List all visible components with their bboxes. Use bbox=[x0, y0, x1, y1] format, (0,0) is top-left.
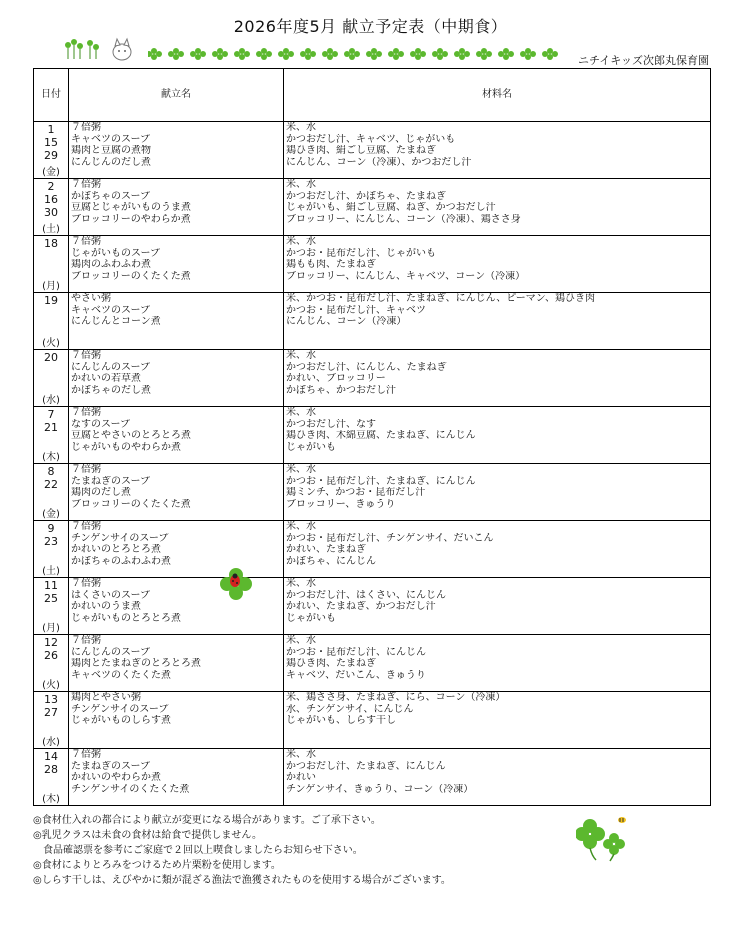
table-row bbox=[34, 692, 711, 749]
dish-name: にんじんのスープ bbox=[71, 646, 150, 658]
dish-name: ブロッコリーのやわらか煮 bbox=[71, 213, 191, 225]
ingredient-line: 鶏ひき肉、たまねぎ bbox=[286, 658, 376, 669]
menu-table-body bbox=[34, 122, 711, 806]
date-number: 16 bbox=[44, 193, 58, 206]
ladybug-clover-icon bbox=[218, 566, 254, 602]
weekday-label: (金) bbox=[42, 509, 60, 520]
weekday-label: (木) bbox=[42, 452, 60, 463]
dish-name: ７倍粥 bbox=[71, 521, 101, 532]
table-row bbox=[34, 236, 711, 293]
dish-cell bbox=[69, 179, 284, 236]
dish-name: にんじんとコーン煮 bbox=[71, 316, 161, 327]
ingredient-line: かつおだし汁、かぼちゃ、たまねぎ bbox=[286, 190, 446, 202]
table-row bbox=[34, 179, 711, 236]
dish-name: じゃがいものスープ bbox=[71, 247, 160, 259]
date-cell bbox=[34, 236, 69, 293]
header-dish: 献立名 bbox=[69, 69, 284, 122]
date-number: 8 bbox=[47, 465, 55, 478]
header-date: 日付 bbox=[34, 69, 69, 122]
date-number: 9 bbox=[47, 522, 55, 535]
dish-name: かれいのうま煮 bbox=[71, 601, 141, 612]
ingredient-line: にんじん、コーン（冷凍）、かつおだし汁 bbox=[286, 156, 472, 168]
ingredient-line: 米、水 bbox=[286, 179, 316, 190]
dish-name: ブロッコリーのくたくた煮 bbox=[71, 270, 191, 282]
ingredients-cell bbox=[284, 578, 711, 635]
date-cell bbox=[34, 749, 69, 806]
dish-name: かれいのやわらか煮 bbox=[71, 772, 161, 783]
table-row bbox=[34, 578, 711, 635]
dish-name: ブロッコリーのくたくた煮 bbox=[71, 498, 191, 510]
dish-name: じゃがいものしらす煮 bbox=[71, 715, 171, 726]
ingredients-cell bbox=[284, 692, 711, 749]
dish-cell bbox=[69, 350, 284, 407]
date-cell bbox=[34, 692, 69, 749]
ingredient-line: 鶏ひき肉、木綿豆腐、たまねぎ、にんじん bbox=[286, 430, 476, 441]
date-number: 13 bbox=[44, 693, 58, 706]
date-number: 1 bbox=[47, 123, 55, 136]
weekday-label: (月) bbox=[42, 281, 60, 292]
dish-name: たまねぎのスープ bbox=[71, 475, 150, 487]
ingredients-cell bbox=[284, 293, 711, 350]
ingredients-cell bbox=[284, 407, 711, 464]
seedling-cat-decoration bbox=[60, 33, 150, 63]
ingredient-line: 米、かつお・昆布だし汁、たまねぎ、にんじん、ピーマン、鶏ひき肉 bbox=[286, 293, 595, 304]
clover-border-decoration bbox=[148, 46, 558, 62]
date-cell bbox=[34, 521, 69, 578]
date-number: 14 bbox=[44, 750, 58, 763]
dish-name: ７倍粥 bbox=[71, 464, 101, 475]
dish-name: キャベツのスープ bbox=[71, 133, 150, 145]
dish-name: ７倍粥 bbox=[71, 635, 101, 646]
ingredient-line: かつお・昆布だし汁、チンゲンサイ、だいこん bbox=[286, 532, 494, 544]
date-number: 27 bbox=[44, 706, 58, 719]
date-number: 21 bbox=[44, 421, 58, 434]
clover-bee-icon bbox=[576, 812, 636, 862]
nursery-name: ニチイキッズ次郎丸保育園 bbox=[577, 54, 709, 67]
ingredients-cell bbox=[284, 464, 711, 521]
ingredient-line: ブロッコリー、にんじん、コーン（冷凍）、鶏ささ身 bbox=[286, 213, 521, 225]
dish-name: チンゲンサイのくたくた煮 bbox=[71, 783, 190, 795]
dish-cell bbox=[69, 692, 284, 749]
ingredient-line: 米、水 bbox=[286, 635, 316, 646]
note-line: ◎食材仕入れの都合により献立が変更になる場合があります。ご了承下さい。 bbox=[33, 815, 381, 826]
date-cell bbox=[34, 179, 69, 236]
page-title: 2026年度5月 献立予定表（中期食） bbox=[233, 17, 508, 36]
note-line: 食品確認票を参考にご家庭で２回以上喫食しましたらお知らせ下さい。 bbox=[33, 845, 363, 856]
ingredient-line: 米、水 bbox=[286, 749, 316, 760]
weekday-label: (月) bbox=[42, 623, 60, 634]
dish-name: ７倍粥 bbox=[71, 122, 101, 133]
note-line: ◎食材によりとろみをつけるため片栗粉を使用します。 bbox=[33, 860, 281, 871]
note-line: ◎しらす干しは、えびやかに類が混ざる漁法で漁獲されたものを使用する場合がございます。 bbox=[33, 875, 451, 886]
date-number: 23 bbox=[44, 535, 58, 548]
dish-name: キャベツのくたくた煮 bbox=[71, 669, 171, 681]
table-row bbox=[34, 122, 711, 179]
ingredient-line: じゃがいも、絹ごし豆腐、ねぎ、かつおだし汁 bbox=[286, 202, 496, 213]
date-number: 30 bbox=[44, 206, 58, 219]
date-cell bbox=[34, 293, 69, 350]
date-cell bbox=[34, 635, 69, 692]
ingredient-line: じゃがいも bbox=[286, 612, 336, 624]
dish-name: ７倍粥 bbox=[71, 578, 101, 589]
date-number: 2 bbox=[47, 180, 55, 193]
dish-name: チンゲンサイのスープ bbox=[71, 703, 169, 715]
dish-name: ７倍粥 bbox=[71, 749, 101, 760]
date-number: 15 bbox=[44, 136, 58, 149]
dish-name: 豆腐とじゃがいものうま煮 bbox=[71, 202, 191, 213]
ingredient-line: かつおだし汁、キャベツ、じゃがいも bbox=[286, 133, 456, 145]
header-ingredients: 材料名 bbox=[284, 69, 711, 122]
dish-name: たまねぎのスープ bbox=[71, 760, 150, 772]
weekday-label: (火) bbox=[42, 338, 60, 349]
table-row bbox=[34, 350, 711, 407]
ingredient-line: 米、水 bbox=[286, 122, 316, 133]
table-row bbox=[34, 293, 711, 350]
date-number: 25 bbox=[44, 592, 58, 605]
ingredient-line: ブロッコリー、きゅうり bbox=[286, 498, 396, 510]
dish-cell bbox=[69, 407, 284, 464]
ingredient-line: 米、水 bbox=[286, 236, 316, 247]
dish-name: 鶏肉とやさい粥 bbox=[71, 692, 141, 703]
weekday-label: (土) bbox=[42, 566, 60, 577]
date-cell bbox=[34, 350, 69, 407]
table-row bbox=[34, 749, 711, 806]
ingredients-cell bbox=[284, 521, 711, 578]
ingredient-line: かつおだし汁、はくさい、にんじん bbox=[286, 589, 446, 601]
menu-table bbox=[33, 68, 711, 806]
dish-cell bbox=[69, 236, 284, 293]
date-number: 28 bbox=[44, 763, 58, 776]
ingredient-line: かれい、たまねぎ、かつおだし汁 bbox=[286, 601, 436, 612]
ingredient-line: かつおだし汁、たまねぎ、にんじん bbox=[286, 760, 446, 772]
ingredients-cell bbox=[284, 749, 711, 806]
dish-cell bbox=[69, 122, 284, 179]
date-number: 18 bbox=[44, 237, 58, 250]
ingredient-line: かれい、たまねぎ bbox=[286, 544, 366, 555]
weekday-label: (金) bbox=[42, 167, 60, 178]
ingredients-cell bbox=[284, 122, 711, 179]
date-cell bbox=[34, 122, 69, 179]
ingredient-line: 米、水 bbox=[286, 407, 316, 418]
ingredient-line: 水、チンゲンサイ、にんじん bbox=[286, 703, 414, 715]
ingredient-line: チンゲンサイ、きゅうり、コーン（冷凍） bbox=[286, 783, 474, 795]
ingredients-cell bbox=[284, 635, 711, 692]
dish-name: かぼちゃのだし煮 bbox=[71, 384, 151, 396]
dish-name: 鶏肉とたまねぎのとろとろ煮 bbox=[71, 658, 201, 669]
ingredient-line: 鶏ひき肉、絹ごし豆腐、たまねぎ bbox=[286, 145, 436, 156]
dish-name: 鶏肉のだし煮 bbox=[71, 487, 131, 498]
dish-name: かれいのとろとろ煮 bbox=[71, 544, 161, 555]
ingredient-line: かれい bbox=[286, 772, 316, 783]
ingredient-line: かつおだし汁、にんじん、たまねぎ bbox=[286, 361, 447, 373]
dish-name: 鶏肉と豆腐の煮物 bbox=[71, 145, 151, 156]
date-number: 22 bbox=[44, 478, 58, 491]
ingredient-line: 鶏ミンチ、かつお・昆布だし汁 bbox=[286, 487, 426, 498]
ingredient-line: かぼちゃ、かつおだし汁 bbox=[286, 384, 396, 396]
weekday-label: (火) bbox=[42, 680, 60, 691]
dish-name: にんじんのスープ bbox=[71, 361, 150, 373]
dish-name: ７倍粥 bbox=[71, 350, 101, 361]
dish-cell bbox=[69, 749, 284, 806]
date-cell bbox=[34, 578, 69, 635]
ingredient-line: 米、水 bbox=[286, 521, 316, 532]
dish-name: かぼちゃのスープ bbox=[71, 190, 150, 202]
date-number: 29 bbox=[44, 149, 58, 162]
ingredient-line: 米、水 bbox=[286, 578, 316, 589]
dish-cell bbox=[69, 464, 284, 521]
table-row bbox=[34, 464, 711, 521]
dish-name: はくさいのスープ bbox=[71, 589, 150, 601]
ingredient-line: キャベツ、だいこん、きゅうり bbox=[286, 669, 426, 681]
date-number: 12 bbox=[44, 636, 58, 649]
ingredient-line: かつお・昆布だし汁、じゃがいも bbox=[286, 247, 436, 259]
weekday-label: (水) bbox=[42, 737, 60, 748]
ingredient-line: かつおだし汁、なす bbox=[286, 418, 376, 430]
weekday-label: (木) bbox=[42, 794, 60, 805]
ingredient-line: にんじん、コーン（冷凍） bbox=[286, 316, 407, 327]
table-row bbox=[34, 407, 711, 464]
date-cell bbox=[34, 464, 69, 521]
ingredient-line: 米、水 bbox=[286, 464, 316, 475]
ingredient-line: かつお・昆布だし汁、にんじん bbox=[286, 646, 426, 658]
dish-name: やさい粥 bbox=[71, 293, 111, 304]
dish-name: にんじんのだし煮 bbox=[71, 156, 151, 168]
date-number: 7 bbox=[47, 408, 55, 421]
dish-cell bbox=[69, 293, 284, 350]
dish-name: ７倍粥 bbox=[71, 236, 101, 247]
dish-name: じゃがいものやわらか煮 bbox=[71, 441, 181, 453]
weekday-label: (水) bbox=[42, 395, 60, 406]
ingredient-line: かつお・昆布だし汁、キャベツ bbox=[286, 304, 426, 316]
dish-name: じゃがいものとろとろ煮 bbox=[71, 612, 181, 624]
notes-section bbox=[33, 813, 451, 888]
ingredient-line: 米、水 bbox=[286, 350, 316, 361]
ingredient-line: かぼちゃ、にんじん bbox=[286, 555, 376, 567]
date-number: 11 bbox=[44, 579, 58, 592]
ingredient-line: 米、鶏ささ身、たまねぎ、にら、コーン（冷凍） bbox=[286, 692, 506, 703]
table-row bbox=[34, 521, 711, 578]
ingredient-line: かつお・昆布だし汁、たまねぎ、にんじん bbox=[286, 475, 476, 487]
ingredient-line: じゃがいも bbox=[286, 441, 336, 453]
dish-name: チンゲンサイのスープ bbox=[71, 532, 169, 544]
dish-name: 鶏肉のふわふわ煮 bbox=[71, 259, 151, 270]
ingredients-cell bbox=[284, 179, 711, 236]
date-number: 19 bbox=[44, 294, 58, 307]
weekday-label: (土) bbox=[42, 224, 60, 235]
date-number: 26 bbox=[44, 649, 58, 662]
dish-name: なすのスープ bbox=[71, 418, 130, 430]
dish-name: 豆腐とやさいのとろとろ煮 bbox=[71, 430, 191, 441]
table-row bbox=[34, 635, 711, 692]
ingredient-line: ブロッコリー、にんじん、キャベツ、コーン（冷凍） bbox=[286, 270, 526, 282]
dish-name: かれいの若草煮 bbox=[71, 373, 141, 384]
dish-name: キャベツのスープ bbox=[71, 304, 150, 316]
date-cell bbox=[34, 407, 69, 464]
dish-name: ７倍粥 bbox=[71, 407, 101, 418]
ingredient-line: じゃがいも、しらす干し bbox=[286, 715, 396, 726]
dish-name: かぼちゃのふわふわ煮 bbox=[71, 555, 171, 567]
dish-name: ７倍粥 bbox=[71, 179, 101, 190]
dish-cell bbox=[69, 635, 284, 692]
note-line: ◎乳児クラスは未食の食材は給食で提供しません。 bbox=[33, 830, 263, 841]
ingredients-cell bbox=[284, 236, 711, 293]
date-number: 20 bbox=[44, 351, 58, 364]
ingredient-line: 鶏もも肉、たまねぎ bbox=[286, 259, 376, 270]
ingredient-line: かれい、ブロッコリー bbox=[286, 373, 386, 384]
ingredients-cell bbox=[284, 350, 711, 407]
